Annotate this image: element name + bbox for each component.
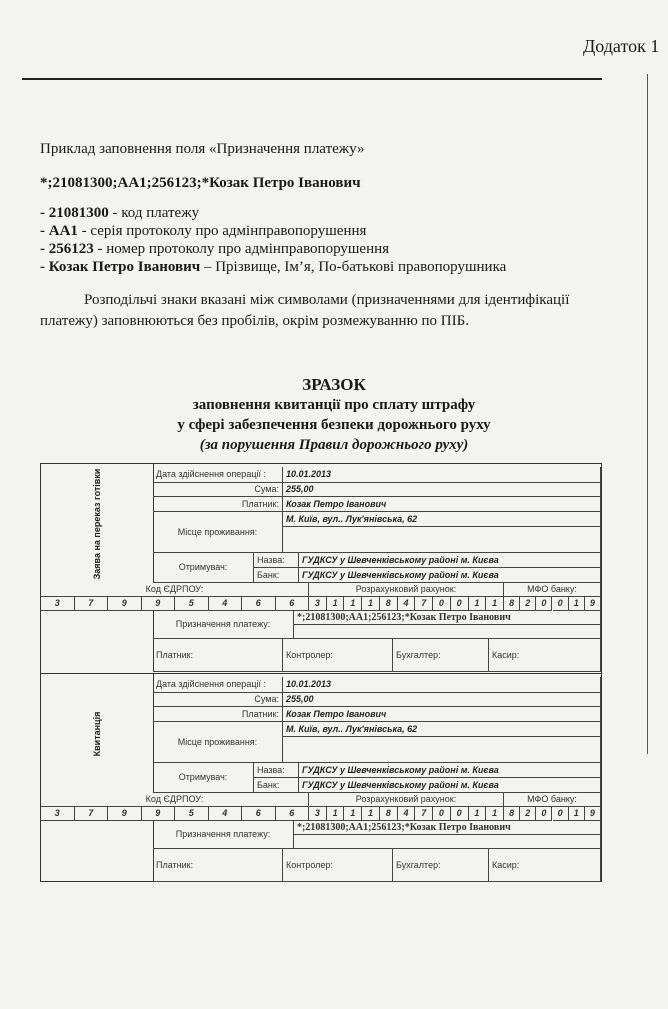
legend-list <box>40 204 506 276</box>
account-digit-cell: 1 <box>344 597 362 611</box>
signature-payer: Платник: <box>153 639 283 672</box>
account-digit-cell: 1 <box>344 807 362 821</box>
account-digit-cell: 8 <box>380 807 398 821</box>
edrpou-digit-cell: 5 <box>175 597 209 611</box>
account-label: Розрахунковий рахунок: <box>309 583 504 597</box>
account-label: Розрахунковий рахунок: <box>309 793 504 807</box>
edrpou-digit-cell: 3 <box>41 597 75 611</box>
edrpou-digit-cell: 4 <box>209 597 243 611</box>
account-digit-cell: 1 <box>362 807 380 821</box>
edrpou-digit-cell: 9 <box>108 597 142 611</box>
account-digit-cell: 3 <box>309 807 327 821</box>
recipient-bank-label: Банк: <box>254 778 299 793</box>
mfo-digit-cell: 9 <box>585 597 601 611</box>
date-value: 10.01.2013 <box>283 467 601 483</box>
edrpou-digit-cell: 5 <box>175 807 209 821</box>
edrpou-digit-cell: 4 <box>209 807 243 821</box>
edrpou-digit-cell: 6 <box>276 597 310 611</box>
mfo-label: МФО банку: <box>504 793 601 807</box>
mfo-digit-cell: 0 <box>553 807 569 821</box>
account-digit-cell: 0 <box>451 597 469 611</box>
mfo-digit-cell: 2 <box>520 597 536 611</box>
edrpou-digit-cell: 7 <box>75 807 109 821</box>
signature-controller: Контролер: <box>283 849 393 882</box>
example-value: *;21081300;АА1;256123;*Козак Петро Іванович <box>40 175 361 191</box>
account-digit-cell: 0 <box>433 597 451 611</box>
account-digit-cell: 7 <box>415 597 433 611</box>
edrpou-digit-cell: 3 <box>41 807 75 821</box>
address-extra-line <box>283 527 601 553</box>
account-digit-cell: 4 <box>398 807 416 821</box>
mfo-digit-cell: 2 <box>520 807 536 821</box>
recipient-label: Отримувач: <box>153 553 254 583</box>
mfo-label: МФО банку: <box>504 583 601 597</box>
sample-heading: ЗРАЗОК <box>302 375 366 394</box>
signature-cashier: Касир: <box>489 639 601 672</box>
signature-accountant: Бухгалтер: <box>393 639 489 672</box>
sum-label: Сума: <box>153 693 283 707</box>
recipient-name-value: ГУДКСУ у Шевченківському районі м. Києва <box>299 763 601 778</box>
account-digit-cell: 0 <box>433 807 451 821</box>
payer-value: Козак Петро Іванович <box>283 707 601 722</box>
top-rule <box>22 78 602 80</box>
account-digit-cell: 1 <box>469 807 487 821</box>
signature-controller: Контролер: <box>283 639 393 672</box>
recipient-bank-value: ГУДКСУ у Шевченківському районі м. Києва <box>299 568 601 583</box>
side-label-column <box>41 611 154 672</box>
purpose-label: Призначення платежу: <box>153 821 294 849</box>
mfo-digit-cell: 8 <box>504 597 520 611</box>
purpose-value: *;21081300;АА1;256123;*Козак Петро Іванович <box>294 611 601 625</box>
recipient-name-label: Назва: <box>254 553 299 568</box>
side-label-column <box>41 674 154 793</box>
mfo-digit-cell: 9 <box>585 807 601 821</box>
account-digit-cell: 1 <box>327 597 345 611</box>
sample-subtitle-1: заповнення квитанції про сплату штрафу <box>192 397 476 413</box>
mfo-digit-cell: 1 <box>569 807 585 821</box>
purpose-value: *;21081300;АА1;256123;*Козак Петро Іванович <box>294 821 601 835</box>
note-line-1: Розподільчі знаки вказані між символами (призначеннями для ідентифікації <box>84 292 570 308</box>
side-label: Квитанція <box>92 711 102 756</box>
account-digit-cell: 3 <box>309 597 327 611</box>
recipient-name-value: ГУДКСУ у Шевченківському районі м. Києва <box>299 553 601 568</box>
mfo-digit-cell: 8 <box>504 807 520 821</box>
address-value: М. Київ, вул.. Лук'янівська, 62 <box>283 512 601 527</box>
address-value: М. Київ, вул.. Лук'янівська, 62 <box>283 722 601 737</box>
mfo-digit-cell: 0 <box>536 597 552 611</box>
receipt-section <box>41 673 601 882</box>
legend-item: - Козак Петро Іванович – Прізвище, Ім’я, По-батькові правопорушника <box>40 259 507 275</box>
edrpou-digit-cell: 6 <box>242 807 276 821</box>
sum-label: Сума: <box>153 483 283 497</box>
sample-subtitle-2: у сфері забезпечення безпеки дорожнього руху <box>177 417 491 433</box>
recipient-bank-value: ГУДКСУ у Шевченківському районі м. Києва <box>299 778 601 793</box>
account-digit-cell: 7 <box>415 807 433 821</box>
account-digit-cell: 0 <box>451 807 469 821</box>
side-label: Заява на переказ готівки <box>92 468 102 579</box>
payer-value: Козак Петро Іванович <box>283 497 601 512</box>
edrpou-digit-cell: 9 <box>142 807 176 821</box>
address-extra-line <box>283 737 601 763</box>
side-label-column <box>41 464 154 583</box>
sum-value: 255,00 <box>283 693 601 707</box>
account-digit-cell: 1 <box>486 597 504 611</box>
date-label: Дата здійснення операції : <box>153 677 283 693</box>
mfo-digit-cell: 0 <box>553 597 569 611</box>
account-digit-cell: 1 <box>327 807 345 821</box>
sample-subtitle-3: (за порушення Правил дорожнього руху) <box>199 437 469 453</box>
address-label: Місце проживання: <box>153 722 283 763</box>
purpose-extra-line <box>294 625 601 639</box>
signature-payer: Платник: <box>153 849 283 882</box>
edrpou-digit-cell: 6 <box>242 597 276 611</box>
account-digit-cell: 1 <box>469 597 487 611</box>
account-digit-cell: 4 <box>398 597 416 611</box>
example-title: Приклад заповнення поля «Призначення платежу» <box>40 141 365 157</box>
date-value: 10.01.2013 <box>283 677 601 693</box>
edrpou-digit-cell: 7 <box>75 597 109 611</box>
signature-cashier: Касир: <box>489 849 601 882</box>
recipient-label: Отримувач: <box>153 763 254 793</box>
recipient-bank-label: Банк: <box>254 568 299 583</box>
note-line-2: платежу) заповнюються без пробілів, окрім розмежуванню по ПІБ. <box>40 313 470 329</box>
purpose-extra-line <box>294 835 601 849</box>
purpose-label: Призначення платежу: <box>153 611 294 639</box>
sum-value: 255,00 <box>283 483 601 497</box>
edrpou-label: Код ЄДРПОУ: <box>41 793 309 807</box>
edrpou-digit-cell: 6 <box>276 807 310 821</box>
mfo-digit-cell: 1 <box>569 597 585 611</box>
account-digit-cell: 1 <box>362 597 380 611</box>
edrpou-digit-cell: 9 <box>108 807 142 821</box>
payment-form <box>40 463 602 882</box>
legend-item: - 256123 - номер протоколу про адмінправопорушення <box>40 241 390 257</box>
payer-label: Платник: <box>153 497 283 512</box>
side-label-column <box>41 821 154 882</box>
date-label: Дата здійснення операції : <box>153 467 283 483</box>
legend-item: - АА1 - серія протоколу про адмінправопорушення <box>40 223 367 239</box>
edrpou-label: Код ЄДРПОУ: <box>41 583 309 597</box>
address-label: Місце проживання: <box>153 512 283 553</box>
transfer-application-section <box>41 464 601 672</box>
account-digit-cell: 8 <box>380 597 398 611</box>
signature-accountant: Бухгалтер: <box>393 849 489 882</box>
mfo-digit-cell: 0 <box>536 807 552 821</box>
recipient-name-label: Назва: <box>254 763 299 778</box>
edrpou-digit-cell: 9 <box>142 597 176 611</box>
appendix-label: Додаток 1 <box>583 36 660 56</box>
payer-label: Платник: <box>153 707 283 722</box>
legend-item: - 21081300 - код платежу <box>40 205 200 221</box>
account-digit-cell: 1 <box>486 807 504 821</box>
